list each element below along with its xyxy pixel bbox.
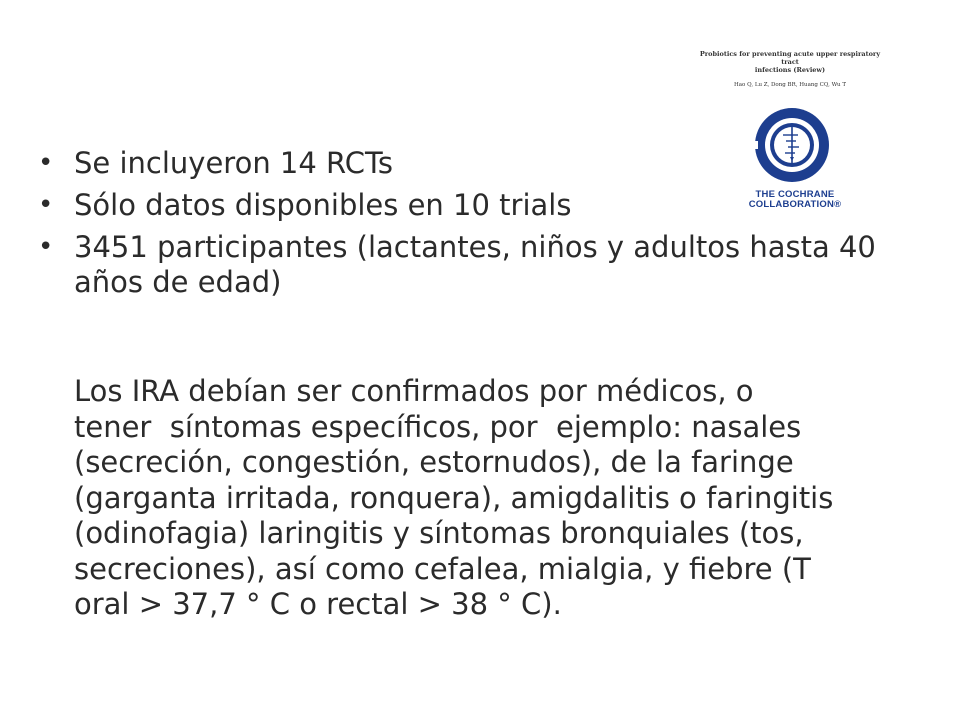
- logo-line1: THE COCHRANE: [755, 189, 835, 200]
- citation-title: [690, 50, 890, 74]
- paragraph-line: Los IRA debían ser confirmados por médicos, o: [74, 374, 754, 408]
- bullet-item: [38, 146, 938, 181]
- bullet-list: [38, 146, 938, 307]
- citation-header: [690, 50, 890, 88]
- body-paragraph: [74, 374, 944, 623]
- paragraph-line: (secreción, congestión, estornudos), de la faringe: [74, 445, 794, 479]
- bullet-icon: •: [38, 190, 54, 220]
- paragraph-line: (garganta irritada, ronquera), amigdalitis o faringitis: [74, 480, 834, 515]
- citation-title-line1: Probiotics for preventing acute upper respiratory tract: [699, 50, 881, 66]
- paragraph-line: secreciones), así como cefalea, mialgia, y fiebre (T: [74, 551, 811, 586]
- bullet-item: [38, 230, 938, 300]
- logo-line2: COLLABORATION®: [748, 199, 842, 210]
- bullet-item: [38, 188, 938, 223]
- bullet-icon: •: [38, 232, 54, 262]
- paragraph-line: tener síntomas específicos, por ejemplo: nasales: [74, 409, 802, 444]
- bullet-icon: •: [38, 148, 54, 178]
- bullet-text: Sólo datos disponibles en 10 trials: [74, 188, 572, 222]
- bullet-text: Se incluyeron 14 RCTs: [74, 146, 394, 180]
- citation-title-line2: infections (Review): [754, 66, 826, 74]
- bullet-text: 3451 participantes (lactantes, niños y adultos hasta 40 años de edad): [74, 230, 876, 299]
- citation-authors: Hao Q, Lu Z, Dong BR, Huang CQ, Wu T: [733, 82, 846, 88]
- paragraph-line: (odinofagia) laringitis y síntomas bronquiales (tos,: [74, 516, 804, 550]
- paragraph-line: oral > 37,7 ° C o rectal > 38 ° C).: [74, 587, 562, 621]
